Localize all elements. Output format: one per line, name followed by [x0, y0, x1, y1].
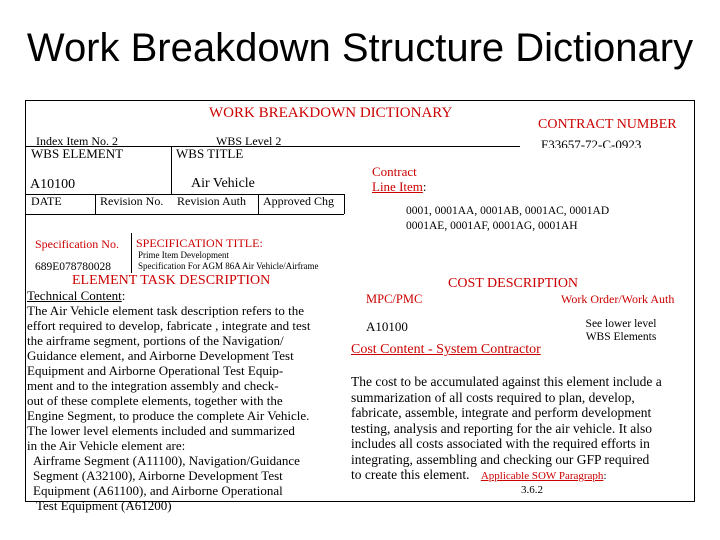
contract-line-items: 0001, 0001AA, 0001AB, 0001AC, 0001AD 0001AE, 0001AF, 0001AG, 0001AH	[406, 205, 610, 232]
text-line: summarization of all costs required to plan, develop,	[351, 389, 635, 405]
text-line: Guidance element, and Airborne Development Test	[27, 348, 294, 363]
text-line: Airframe Segment (A11100), Navigation/Guidance	[33, 453, 300, 468]
text-line: effort required to develop, fabricate , integrate and test	[27, 318, 311, 333]
text-line: The lower level elements included and summarized	[27, 423, 295, 438]
cost-content-label: Cost Content - System Contractor	[351, 342, 541, 357]
work-order-label: Work Order/Work Auth	[561, 292, 675, 306]
index-item-label: Index Item No. 2	[36, 134, 118, 146]
sow-paragraph-label: Applicable SOW Paragraph	[480, 470, 604, 482]
divider	[131, 233, 132, 273]
sow-paragraph-value: 3.6.2	[521, 484, 543, 496]
slide-title: Work Breakdown Structure Dictionary	[26, 26, 694, 70]
cost-content	[351, 374, 662, 485]
wbs-element-label: WBS ELEMENT	[31, 146, 124, 161]
text-line: in the Air Vehicle element are:	[27, 438, 186, 453]
technical-content-label: Technical Content:	[27, 288, 126, 303]
text-line: Equipment (A61100), and Airborne Operational	[33, 483, 283, 498]
text-line: out of these complete elements, together with the	[27, 393, 283, 408]
wbs-dictionary-form	[25, 100, 695, 513]
technical-content	[27, 303, 310, 513]
specification-no-value: 689E078780028	[35, 261, 112, 273]
specification-title: Prime Item Development Specification For AGM 86A Air Vehicle/Airframe	[138, 250, 319, 271]
text-line: Segment (A32100), Airborne Development Test	[33, 468, 283, 483]
wbs-title-label: WBS TITLE	[176, 146, 244, 161]
mpc-pmc-label: MPC/PMC	[366, 292, 423, 306]
text-line: testing, analysis and reporting for the air vehicle. It also	[351, 420, 653, 436]
text-line: ment and to the integration assembly and check-	[27, 378, 279, 393]
text-line: Equipment and Airborne Operational Test Equip-	[27, 363, 284, 378]
wbs-title-value: Air Vehicle	[191, 176, 255, 191]
approved-chg-label: Approved Chg	[263, 194, 334, 208]
text-line: integrating, assembling and checking our GFP required	[351, 451, 650, 467]
revision-no-label: Revision No.	[100, 194, 164, 208]
revision-auth-label: Revision Auth	[177, 194, 247, 208]
text-line: fabricate, assemble, integrate and perform development	[351, 405, 652, 420]
text-line: The Air Vehicle element task description refers to the	[27, 303, 304, 318]
date-label: DATE	[31, 194, 62, 208]
text-line: to create this element. Applicable SOW Paragraph:	[351, 467, 607, 482]
text-line: Test Equipment (A61200)	[36, 498, 172, 513]
element-task-heading: ELEMENT TASK DESCRIPTION	[72, 273, 271, 288]
contract-line-item-label: Contract Line Item:	[372, 164, 427, 194]
cost-description-heading: COST DESCRIPTION	[448, 276, 579, 291]
work-order-value: See lower level WBS Elements	[585, 318, 657, 343]
text-line: The cost to be accumulated against this element include a	[351, 374, 662, 389]
text-line: includes all costs associated with the required efforts in	[351, 436, 650, 451]
divider	[171, 146, 172, 194]
divider	[95, 194, 96, 214]
specification-title-label: SPECIFICATION TITLE:	[136, 236, 263, 250]
wbs-level-label: WBS Level 2	[216, 134, 282, 146]
divider	[344, 194, 345, 214]
wbs-element-value: A10100	[30, 177, 76, 192]
text-line: Engine Segment, to produce the complete Air Vehicle.	[27, 408, 310, 423]
divider	[258, 194, 259, 214]
specification-no-label: Specification No.	[35, 237, 119, 251]
contract-number-value: F33657-72-C-0923	[541, 137, 642, 148]
contract-number-label: CONTRACT NUMBER	[538, 117, 677, 132]
divider	[26, 214, 344, 215]
text-line: the airframe segment, portions of the Navigation/	[27, 333, 284, 348]
mpc-pmc-value: A10100	[366, 319, 408, 334]
form-title: WORK BREAKDOWN DICTIONARY	[209, 105, 453, 121]
